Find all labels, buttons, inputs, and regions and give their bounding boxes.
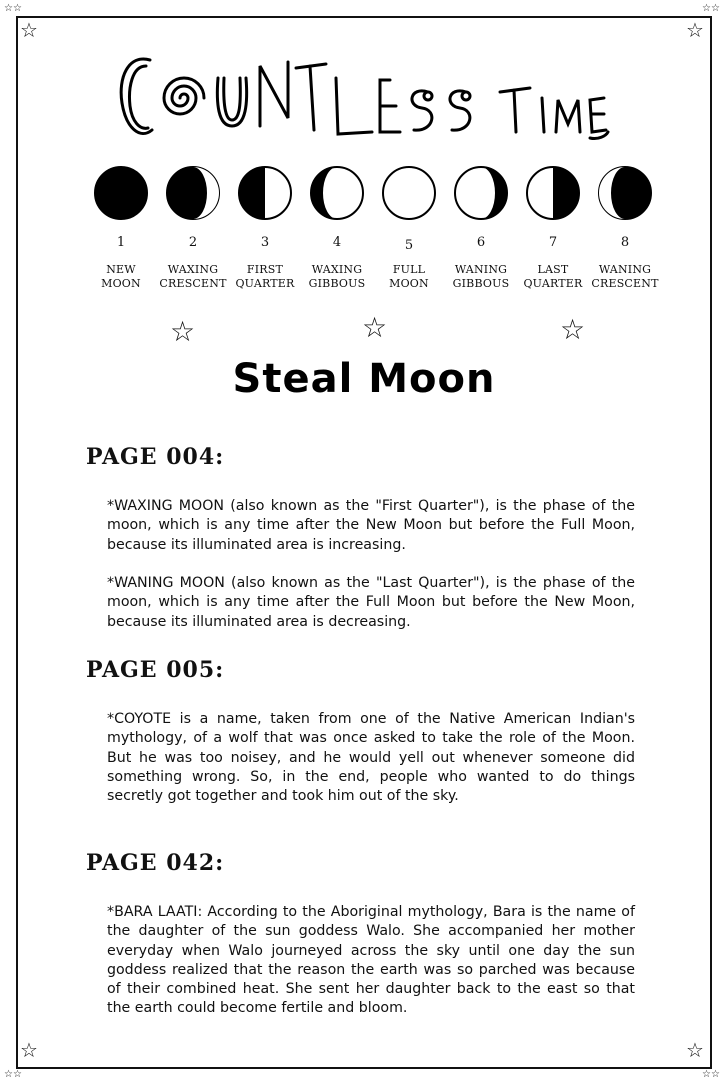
moon-name: WAXING GIBBOUS (308, 263, 366, 290)
moon-phase-waxing-gibbous (301, 165, 373, 291)
corner-small-star-icon: ☆☆ (4, 1069, 22, 1080)
countless-time-logo (110, 48, 610, 143)
note-coyote: *COYOTE is a name, taken from one of the Native American Indian's mythology, of a wolf that was once asked to take the role of the Moon. But he was too noisey, and he would yell out whenever someone did something wrong. So, in the end, people who wanted to do things secretly got together and took him out of the sky. (107, 711, 635, 805)
moon-phase-full (373, 165, 445, 291)
full-moon-icon (381, 165, 437, 221)
section-title-page-004: PAGE 004: (86, 444, 225, 470)
first-quarter-icon (237, 165, 293, 221)
waxing-gibbous-icon (309, 165, 365, 221)
moon-phase-waning-gibbous (445, 165, 517, 291)
moon-number: 4 (332, 235, 342, 250)
moon-name: WANING GIBBOUS (452, 263, 510, 290)
last-quarter-icon (525, 165, 581, 221)
moon-name: FULL MOON (389, 263, 429, 290)
new-moon-icon (93, 165, 149, 221)
note-waning-moon: *WANING MOON (also known as the "Last Quarter"), is the phase of the moon, which is any time after the Full Moon but before the New Moon, because its illuminated area is decreasing. (107, 575, 635, 630)
waxing-crescent-icon (165, 165, 221, 221)
moon-number: 7 (548, 235, 558, 250)
moon-name: WAXING CRESCENT (159, 263, 227, 290)
star-icon: ☆ (362, 311, 388, 344)
star-icon: ☆ (560, 313, 586, 346)
moon-name: FIRST QUARTER (235, 263, 295, 290)
section-title-page-042: PAGE 042: (86, 850, 225, 876)
moon-number: 2 (188, 235, 198, 250)
moon-number: 1 (116, 235, 126, 250)
note-waxing-moon: *WAXING MOON (also known as the "First Quarter"), is the phase of the moon, which is any time after the New Moon but before the Full Moon, because its illuminated area is increasing. (107, 498, 635, 553)
moon-number: 6 (476, 235, 486, 250)
moon-phase-new (85, 165, 157, 291)
corner-small-star-icon: ☆☆ (4, 3, 22, 14)
note-bara-laati: *BARA LAATI: According to the Aboriginal mythology, Bara is the name of the daughter of the sun goddess Walo. She accompanied her mother everyday when Walo journeyed across the sky until one day the sun goddess realized that the reason the earth was so parched was because of their combined heat. She sent her daughter back to the east so that the earth could become fertile and bloom. (107, 904, 635, 1017)
section-title-page-005: PAGE 005: (86, 657, 225, 683)
moon-number: 5 (404, 238, 414, 253)
moon-phase-last-quarter (517, 165, 589, 291)
corner-star-icon: ☆ (20, 18, 38, 42)
moon-phase-chart (85, 165, 665, 305)
corner-star-icon: ☆ (686, 18, 704, 42)
moon-number: 3 (260, 235, 270, 250)
moon-phase-waning-crescent (589, 165, 661, 291)
corner-star-icon: ☆ (686, 1038, 704, 1062)
moon-phase-first-quarter (229, 165, 301, 291)
page-title: Steal Moon (232, 356, 496, 402)
corner-small-star-icon: ☆☆ (702, 3, 720, 14)
moon-name: NEW MOON (101, 263, 141, 290)
moon-phase-waxing-crescent (157, 165, 229, 291)
corner-star-icon: ☆ (20, 1038, 38, 1062)
logo-text: COUNTLESS TIME (355, 142, 365, 143)
waning-gibbous-icon (453, 165, 509, 221)
waning-crescent-icon (597, 165, 653, 221)
moon-number: 8 (620, 235, 630, 250)
moon-name: WANING CRESCENT (591, 263, 659, 290)
corner-small-star-icon: ☆☆ (702, 1069, 720, 1080)
star-icon: ☆ (170, 315, 196, 348)
moon-name: LAST QUARTER (523, 263, 583, 290)
